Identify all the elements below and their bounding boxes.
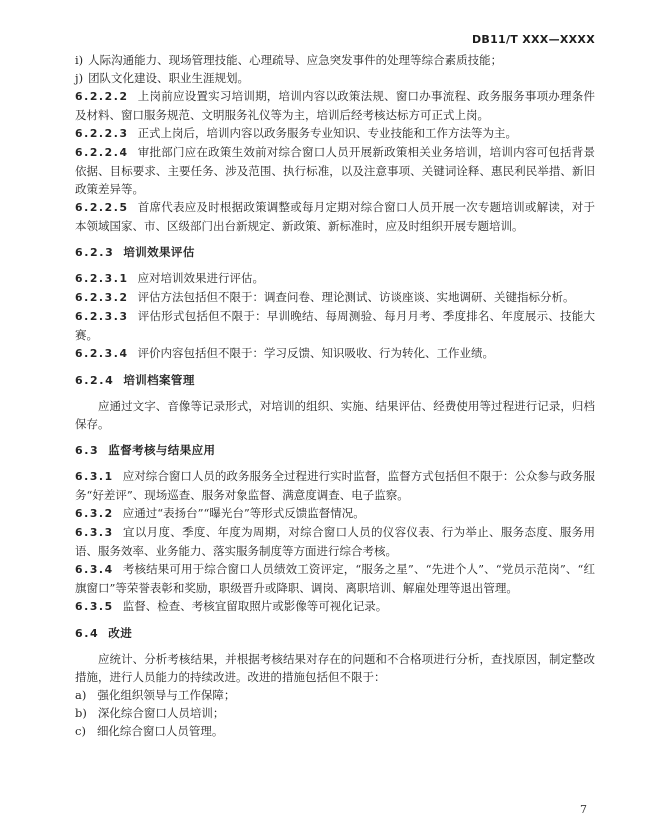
clause-text: 宜以月度、季度、年度为周期，对综合窗口人员的仪容仪表、行为举止、服务态度、服务用语、服务效率、业务能力、落实服务制度等方面进行综合考核。 [75, 525, 595, 558]
clause-6-3-2 [75, 504, 595, 523]
clause-text: 评价内容包括但不限于：学习反馈、知识吸收、行为转化、工作业绩。 [137, 346, 495, 360]
clause-text: 应对培训效果进行评估。 [137, 271, 265, 285]
section-heading-6-4 [75, 624, 595, 643]
heading-text: 改进 [108, 626, 133, 640]
clause-number: 6.3.2 [75, 507, 114, 520]
paragraph: 应通过文字、音像等记录形式，对培训的组织、实施、结果评估、经费使用等过程进行记录，归档保存。 [75, 399, 595, 431]
list-item-c [75, 722, 595, 740]
clause-text: 上岗前应设置实习培训期，培训内容以政策法规、窗口办事流程、政务服务事项办理条件及材料、窗口服务规范、文明服务礼仪等为主，培训后经考核达标方可正式上岗。 [75, 89, 595, 122]
clause-number: 6.3.1 [75, 470, 114, 483]
list-item-label: a) [75, 688, 87, 702]
clause-text: 首席代表应及时根据政策调整或每月定期对综合窗口人员开展一次专题培训或解读，对于本领域国家、市、区级部门出台新规定、新政策、新标准时，应及时组织开展专题培训。 [75, 200, 595, 233]
clause-text: 评估形式包括但不限于：早训晚结、每周测验、每月月考、季度排名、年度展示、技能大赛。 [75, 309, 595, 342]
clause-number: 6.2.3.4 [75, 347, 129, 360]
document-code: DB11/T XXX—XXXX [471, 33, 595, 46]
clause-number: 6.3.3 [75, 526, 114, 539]
clause-6-2-3-4 [75, 344, 595, 363]
page-number: 7 [580, 803, 587, 816]
list-item-label: c) [75, 724, 86, 738]
list-item-text: 人际沟通能力、现场管理技能、心理疏导、应急突发事件的处理等综合素质技能； [88, 53, 503, 67]
clause-6-2-3-2 [75, 288, 595, 307]
clause-number: 6.3.4 [75, 563, 114, 576]
clause-6-2-2-5 [75, 198, 595, 235]
list-item-text: 强化组织领导与工作保障； [97, 688, 236, 702]
page-footer [580, 803, 587, 816]
list-item-label: j) [75, 71, 84, 85]
clause-6-3-1 [75, 467, 595, 504]
section-heading-6-3 [75, 441, 595, 460]
list-item-label: i) [75, 53, 84, 67]
section-heading-6-2-3 [75, 243, 595, 262]
list-item-b [75, 704, 595, 722]
clause-number: 6.2.2.4 [75, 146, 129, 159]
clause-text: 监督、检查、考核宜留取照片或影像等可视化记录。 [122, 599, 388, 613]
paragraph: 应统计、分析考核结果，并根据考核结果对存在的问题和不合格项进行分析，查找原因，制定整改措施，进行人员能力的持续改进。改进的措施包括但不限于： [75, 652, 595, 684]
clause-6-2-2-3 [75, 124, 595, 143]
clause-number: 6.2.3.2 [75, 291, 129, 304]
heading-number: 6.3 [75, 444, 100, 457]
clause-6-3-3 [75, 523, 595, 560]
clause-number: 6.2.2.2 [75, 90, 129, 103]
list-item-text: 团队文化建设、职业生涯规划。 [88, 71, 250, 85]
heading-text: 监督考核与结果应用 [108, 443, 216, 457]
clause-text: 应对综合窗口人员的政务服务全过程进行实时监督，监督方式包括但不限于：公众参与政务服务“好差评”、现场巡查、服务对象监督、满意度调查、电子监察。 [75, 469, 595, 502]
heading-number: 6.2.4 [75, 374, 115, 387]
clause-6-2-3-3 [75, 307, 595, 344]
page-header [62, 28, 595, 47]
clause-6-2-3-1 [75, 269, 595, 288]
clause-text: 评估方法包括但不限于：调查问卷、理论测试、访谈座谈、实地调研、关键指标分析。 [137, 290, 575, 304]
clause-6-3-5 [75, 597, 595, 616]
clause-text: 应通过“表扬台”“曝光台”等形式反馈监督情况。 [122, 506, 365, 520]
heading-text: 培训档案管理 [123, 373, 195, 387]
heading-number: 6.4 [75, 627, 100, 640]
list-item-j [75, 69, 595, 87]
clause-number: 6.3.5 [75, 600, 114, 613]
clause-number: 6.2.2.3 [75, 127, 129, 140]
clause-number: 6.2.3.1 [75, 272, 129, 285]
heading-text: 培训效果评估 [123, 245, 195, 259]
clause-text: 考核结果可用于综合窗口人员绩效工资评定，“服务之星”、“先进个人”、“党员示范岗”、“红旗窗口”等荣誉表彰和奖励，职级晋升或降职、调岗、离职培训、解雇处理等退出管理。 [75, 562, 595, 595]
clause-6-2-2-2 [75, 87, 595, 124]
clause-6-3-4 [75, 560, 595, 597]
list-item-a [75, 686, 595, 704]
clause-text: 审批部门应在政策生效前对综合窗口人员开展新政策相关业务培训，培训内容可包括背景依据、目标要求、主要任务、涉及范围、执行标准，以及注意事项、关键词诠释、惠民利民举措、新旧政策差异等。 [75, 145, 595, 196]
clause-number: 6.2.2.5 [75, 201, 129, 214]
list-item-text: 深化综合窗口人员培训； [97, 706, 225, 720]
document-body [75, 51, 595, 740]
list-item-text: 细化综合窗口人员管理。 [96, 724, 224, 738]
clause-number: 6.2.3.3 [75, 310, 129, 323]
clause-text: 正式上岗后，培训内容以政务服务专业知识、专业技能和工作方法等为主。 [137, 126, 518, 140]
clause-6-2-2-4 [75, 143, 595, 198]
heading-number: 6.2.3 [75, 246, 115, 259]
list-item-i [75, 51, 595, 69]
list-item-label: b) [75, 706, 87, 720]
section-heading-6-2-4 [75, 371, 595, 390]
